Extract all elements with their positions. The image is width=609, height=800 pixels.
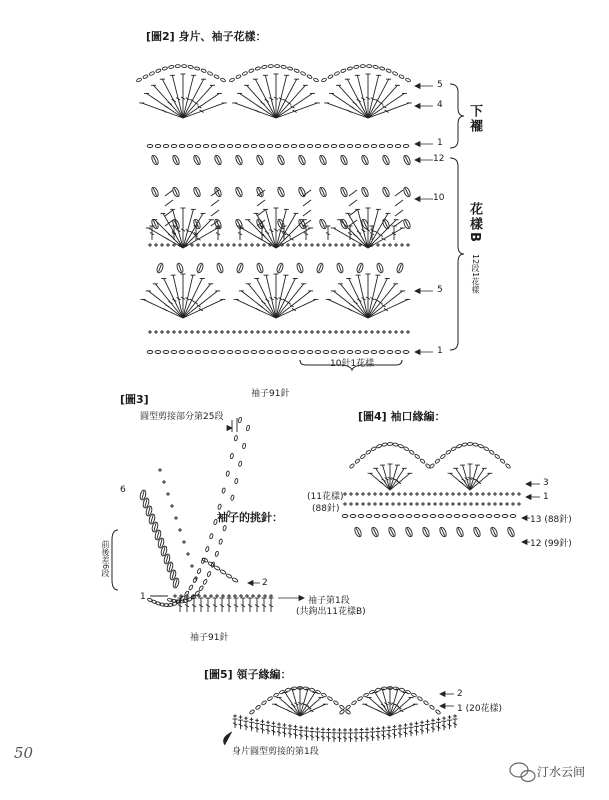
fig4-row-13: 13 (88針)	[530, 515, 572, 525]
fig2-repeat-note: 12段1花樣	[471, 254, 480, 294]
fig3-sleeve-top: 袖子91針	[251, 389, 290, 399]
fig4-title: [圖4] 袖口緣編：	[358, 410, 446, 423]
fig3-front-back-diff: 前後差6段	[101, 540, 110, 578]
page-number: 50	[14, 744, 34, 762]
fig3-row-6: 6	[120, 485, 126, 495]
fig2-row-1-bottom: 1	[437, 346, 443, 356]
figure-5-collar-edging	[233, 687, 458, 742]
fig2-pattern-b-label: 花樣B	[467, 202, 482, 244]
fig3-pickup-label: 袖子的挑針：	[217, 511, 283, 524]
fig3-title: [圖3]	[120, 393, 149, 406]
fig4-row-3: 3	[543, 478, 549, 488]
fig3-row-1: 1	[140, 592, 146, 602]
fig4-row-12: 12 (99針)	[530, 539, 572, 549]
fig2-bottom-note: 10針1花樣	[330, 359, 375, 369]
fig2-row-5-top: 5	[437, 80, 443, 90]
wechat-icon	[510, 763, 535, 782]
fig2-row-4: 4	[437, 100, 443, 110]
fig2-row-5-bottom: 5	[437, 285, 443, 295]
fig2-hem-label: 下襬	[467, 104, 482, 134]
fig3-sleeve-row1: 袖子第1段	[308, 596, 350, 606]
watermark-text: 汀水云间	[537, 765, 586, 779]
fig5-row-1: 1 (20花樣)	[457, 704, 503, 714]
fig2-title: [圖2] 身片、袖子花樣：	[146, 30, 267, 43]
fig3-round-cut-note: 圓型剪接部分第25段	[140, 412, 224, 422]
figure-4-cuff-edging	[342, 443, 521, 538]
fig4-motifs: (11花樣)	[307, 492, 344, 502]
fig5-base-note: 身片圓型剪接的第1段	[232, 747, 319, 757]
row-brackets	[112, 84, 464, 590]
fig5-title: [圖5] 領子緣編：	[204, 668, 292, 681]
fig2-row-1-top: 1	[437, 138, 443, 148]
fig2-row-10: 10	[433, 193, 445, 203]
fig4-st88-left: (88針)	[312, 504, 340, 514]
fig3-sleeve-bottom: 袖子91針	[190, 633, 229, 643]
fig2-row-12: 12	[433, 154, 445, 164]
fig5-row-2: 2	[457, 689, 463, 699]
fig3-row-2: 2	[262, 578, 268, 588]
fig3-sleeve-row1-note: (共鉤出11花樣B)	[296, 607, 366, 617]
figure-2-body-sleeve-pattern	[136, 65, 412, 354]
fig4-row-1: 1	[543, 492, 549, 502]
